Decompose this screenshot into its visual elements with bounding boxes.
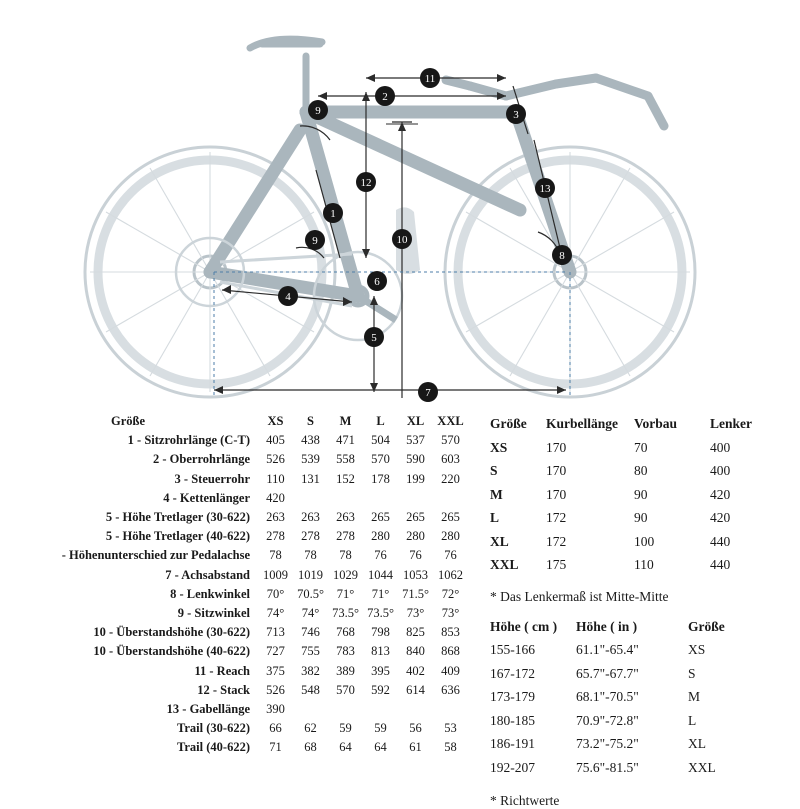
component-header-stem: Vorbau [634,416,678,431]
geometry-cell: 131 [301,471,320,486]
svg-text:5: 5 [371,332,377,344]
size-header-size: Größe [688,618,725,634]
geometry-cell: 590 [406,452,425,467]
geometry-cell: 614 [406,682,425,697]
geometry-cell: 78 [304,548,317,563]
component-header-crank: Kurbellänge [546,416,619,431]
geometry-cell: 53 [444,721,457,736]
table-row [490,756,748,780]
geometry-cell: 73.5° [367,606,394,621]
table-row [6,450,468,469]
geometry-cell: 76 [374,548,387,563]
size-label: XL [688,736,706,751]
table-row [6,489,468,508]
geometry-cell: 526 [266,682,285,697]
svg-text:12: 12 [360,177,372,189]
geometry-row-label: 12 - Stack [197,682,250,697]
svg-text:7: 7 [425,387,431,399]
geometry-cell: 504 [371,433,390,448]
geometry-cell: 558 [336,452,355,467]
geometry-cell: 390 [266,702,285,717]
geometry-cell: 636 [441,682,460,697]
geometry-row-label: 5 - Höhe Tretlager (30-622) [105,510,250,525]
geometry-cell: 74° [301,606,320,621]
geometry-cell: 70° [266,586,285,601]
geometry-cell: 592 [371,682,390,697]
geometry-cell: 74° [266,606,285,621]
size-label: L [688,712,697,728]
geometry-cell: 1029 [333,567,358,582]
geometry-cell: 263 [266,510,285,525]
geometry-cell: 71 [269,740,282,755]
spec-tables [0,412,800,808]
component-crank: 172 [546,510,567,525]
geometry-cell [293,489,328,508]
table-row [6,719,468,738]
component-crank: 172 [546,533,567,549]
size-label: XXL [688,759,716,775]
size-cm: 155-166 [490,642,535,657]
component-size: M [490,486,503,502]
geometry-cell: 78 [339,548,352,563]
size-inch: 70.9"-72.8" [576,712,639,728]
component-header-bar: Lenker [710,416,752,431]
geometry-cell: 265 [406,510,425,525]
geometry-cell: 220 [441,471,460,486]
geometry-cell: 755 [301,644,320,659]
svg-text:1: 1 [330,208,336,220]
geometry-cell: 1062 [438,567,463,582]
geometry-cell [363,489,398,508]
geometry-cell: 280 [371,529,390,544]
geometry-cell: 62 [304,721,317,736]
geometry-row-label: 5 - Höhe Tretlager (40-622) [105,529,250,544]
geometry-header-label: Größe [110,414,146,428]
size-cm: 180-185 [490,712,535,728]
geometry-cell: 70.5° [297,586,324,601]
table-row [490,685,748,709]
svg-text:8: 8 [559,250,565,262]
svg-text:11: 11 [424,73,436,85]
geometry-cell: 402 [406,663,425,678]
geometry-row-label: 11 - Reach [194,663,250,678]
svg-text:6: 6 [374,276,380,288]
table-row [6,546,468,565]
component-crank: 170 [546,486,567,502]
component-crank: 175 [546,557,567,572]
geometry-cell: 537 [406,433,425,448]
geometry-cell: 438 [301,433,320,448]
geometry-cell: 263 [301,510,320,525]
table-row [490,553,766,577]
geometry-header-size: XS [267,414,284,428]
table-row [6,508,468,527]
geometry-cell: 73° [441,606,460,621]
geometry-cell: 853 [441,625,460,640]
geometry-cell [328,700,363,719]
table-row [6,700,468,719]
geometry-cell: 1044 [368,567,393,582]
geometry-cell: 840 [406,644,425,659]
component-stem: 90 [634,486,648,502]
size-inch: 65.7"-67.7" [576,665,639,681]
table-row [490,483,766,507]
geometry-row-label: 1 - Sitzrohrlänge (C-T) [127,433,250,448]
size-header-inch: Höhe ( in ) [576,618,638,634]
geometry-cell [433,489,468,508]
component-size: XL [490,533,509,549]
svg-text:9: 9 [312,235,318,247]
geometry-cell [293,700,328,719]
geometry-row-label: 13 - Gabellänge [166,702,250,717]
geometry-header-size: XL [406,414,425,428]
geometry-cell: 375 [266,663,285,678]
geometry-cell: 280 [406,529,425,544]
table-row [490,436,766,460]
component-header-size: Größe [490,416,527,431]
size-recommendation-table [490,615,748,780]
geometry-cell: 152 [336,471,355,486]
geometry-cell: 59 [374,721,387,736]
geometry-cell: 66 [269,721,282,736]
geometry-cell: 72° [441,586,460,601]
component-stem: 110 [634,557,654,572]
svg-text:4: 4 [285,291,291,303]
geometry-cell: 389 [336,663,355,678]
geometry-cell: 813 [371,644,390,659]
geometry-cell: 110 [266,471,285,486]
component-crank: 170 [546,463,567,478]
geometry-cell: 64 [339,740,352,755]
size-header-cm: Höhe ( cm ) [490,618,558,634]
svg-text:2: 2 [382,91,388,103]
table-row [6,566,468,585]
table-row [490,412,766,436]
size-label: S [688,665,696,681]
handlebar-note: * Das Lenkermaß ist Mitte-Mitte [490,588,669,604]
geometry-row-label: 2 - Oberrohrlänge [153,452,250,467]
geometry-header-size: M [339,414,352,428]
geometry-cell: 71° [336,586,355,601]
geometry-cell: 76 [409,548,422,563]
component-stem: 90 [634,510,648,525]
geometry-cell: 420 [266,490,285,505]
geometry-cell: 263 [336,510,355,525]
size-inch: 75.6"-81.5" [576,759,639,775]
table-row [6,623,468,642]
geometry-cell: 278 [336,529,355,544]
geometry-cell: 68 [304,740,317,755]
size-cm: 167-172 [490,665,535,681]
geometry-cell: 78 [269,548,282,563]
geometry-cell [398,489,433,508]
geometry-cell: 746 [301,625,320,640]
right-tables-wrap [470,412,800,808]
geometry-cell: 727 [266,644,285,659]
geometry-cell: 713 [266,625,285,640]
geometry-row-label: 7 - Achsabstand [165,567,250,582]
geometry-cell: 570 [371,452,390,467]
geometry-row-label: Trail (30-622) [176,721,250,736]
geometry-cell: 265 [371,510,390,525]
geometry-cell: 471 [336,433,355,448]
geometry-row-label: 10 - Überstandshöhe (40-622) [93,644,250,659]
geometry-header-size: XXL [437,414,464,428]
geometry-row-label: 3 - Steuerrohr [174,471,250,486]
geometry-cell: 570 [336,682,355,697]
geometry-cell [328,489,363,508]
geometry-cell: 59 [339,721,352,736]
component-stem: 80 [634,463,648,478]
table-row [6,470,468,489]
table-row [6,527,468,546]
table-row [6,431,468,450]
geometry-cell: 409 [441,663,460,678]
geometry-cell: 265 [441,510,460,525]
size-label: M [688,689,701,704]
geometry-cell: 61 [409,740,422,755]
geometry-cell: 1053 [403,567,428,582]
geometry-cell: 280 [441,529,460,544]
geometry-cell: 278 [301,529,320,544]
geometry-header-size: L [376,414,385,428]
size-label: XS [688,642,706,657]
geometry-cell: 278 [266,529,285,544]
size-cm: 173-179 [490,689,535,704]
guide-note: * Richtwerte [490,793,560,808]
size-cm: 186-191 [490,736,535,751]
component-size: S [490,463,498,478]
geometry-row-label: 9 - Sitzwinkel [177,606,250,621]
geometry-row-label: Trail (40-622) [176,740,250,755]
component-stem: 100 [634,533,655,549]
geometry-cell [433,700,468,719]
svg-text:9: 9 [315,105,321,117]
geometry-cell: 64 [374,740,387,755]
table-row [6,738,468,757]
geometry-cell: 603 [441,452,460,467]
table-row [6,585,468,604]
geometry-cell: 395 [371,663,390,678]
component-bar: 400 [710,463,731,478]
geometry-row-label: 10 - Überstandshöhe (30-622) [93,625,250,640]
geometry-cell: 71° [371,586,390,601]
geometry-cell: 570 [441,433,460,448]
geometry-cell: 178 [371,471,390,486]
component-table [490,412,766,577]
size-inch: 68.1"-70.5" [576,689,639,704]
geometry-cell: 526 [266,452,285,467]
component-bar: 420 [710,510,731,525]
component-bar: 440 [710,533,731,549]
geometry-cell: 548 [301,682,320,697]
geometry-cell: 73.5° [332,606,359,621]
table-row [490,732,748,756]
geometry-cell: 405 [266,433,285,448]
table-row [490,638,748,662]
component-size: XXL [490,557,519,572]
table-row [490,506,766,530]
table-row [6,662,468,681]
table-row [490,530,766,554]
geometry-cell: 825 [406,625,425,640]
geometry-header-size: S [307,414,314,428]
geometry-cell: 539 [301,452,320,467]
table-row [490,459,766,483]
table-row [6,642,468,661]
svg-text:3: 3 [513,109,519,121]
component-crank: 170 [546,439,567,455]
table-row [6,604,468,623]
size-cm: 192-207 [490,759,535,775]
component-bar: 420 [710,486,731,502]
component-stem: 70 [634,439,648,455]
size-inch: 61.1"-65.4" [576,642,639,657]
geometry-table-wrap [0,412,470,800]
geometry-cell: 382 [301,663,320,678]
geometry-cell [398,700,433,719]
component-bar: 400 [710,439,731,455]
geometry-table [6,412,468,758]
component-bar: 440 [710,557,731,572]
size-inch: 73.2"-75.2" [576,736,639,751]
geometry-cell [363,700,398,719]
table-row [490,709,748,733]
geometry-row-label: - Höhenunterschied zur Pedalachse [61,548,250,563]
geometry-row-label: 8 - Lenkwinkel [170,586,250,601]
svg-text:13: 13 [539,183,551,195]
geometry-cell: 868 [441,644,460,659]
component-size: XS [490,439,508,455]
geometry-cell: 1009 [263,567,288,582]
geometry-cell: 71.5° [402,586,429,601]
table-row [6,681,468,700]
geometry-row-label: 4 - Kettenlänger [163,490,250,505]
geometry-cell: 783 [336,644,355,659]
table-row [490,615,748,639]
geometry-cell: 76 [444,548,457,563]
geometry-cell: 1019 [298,567,323,582]
svg-text:10: 10 [396,234,408,246]
geometry-cell: 58 [444,740,457,755]
geometry-cell: 73° [406,606,425,621]
geometry-cell: 199 [406,471,425,486]
table-row [6,412,468,431]
geometry-cell: 56 [409,721,422,736]
geometry-cell: 768 [336,625,355,640]
geometry-cell: 798 [371,625,390,640]
table-row [490,662,748,686]
component-size: L [490,510,500,525]
